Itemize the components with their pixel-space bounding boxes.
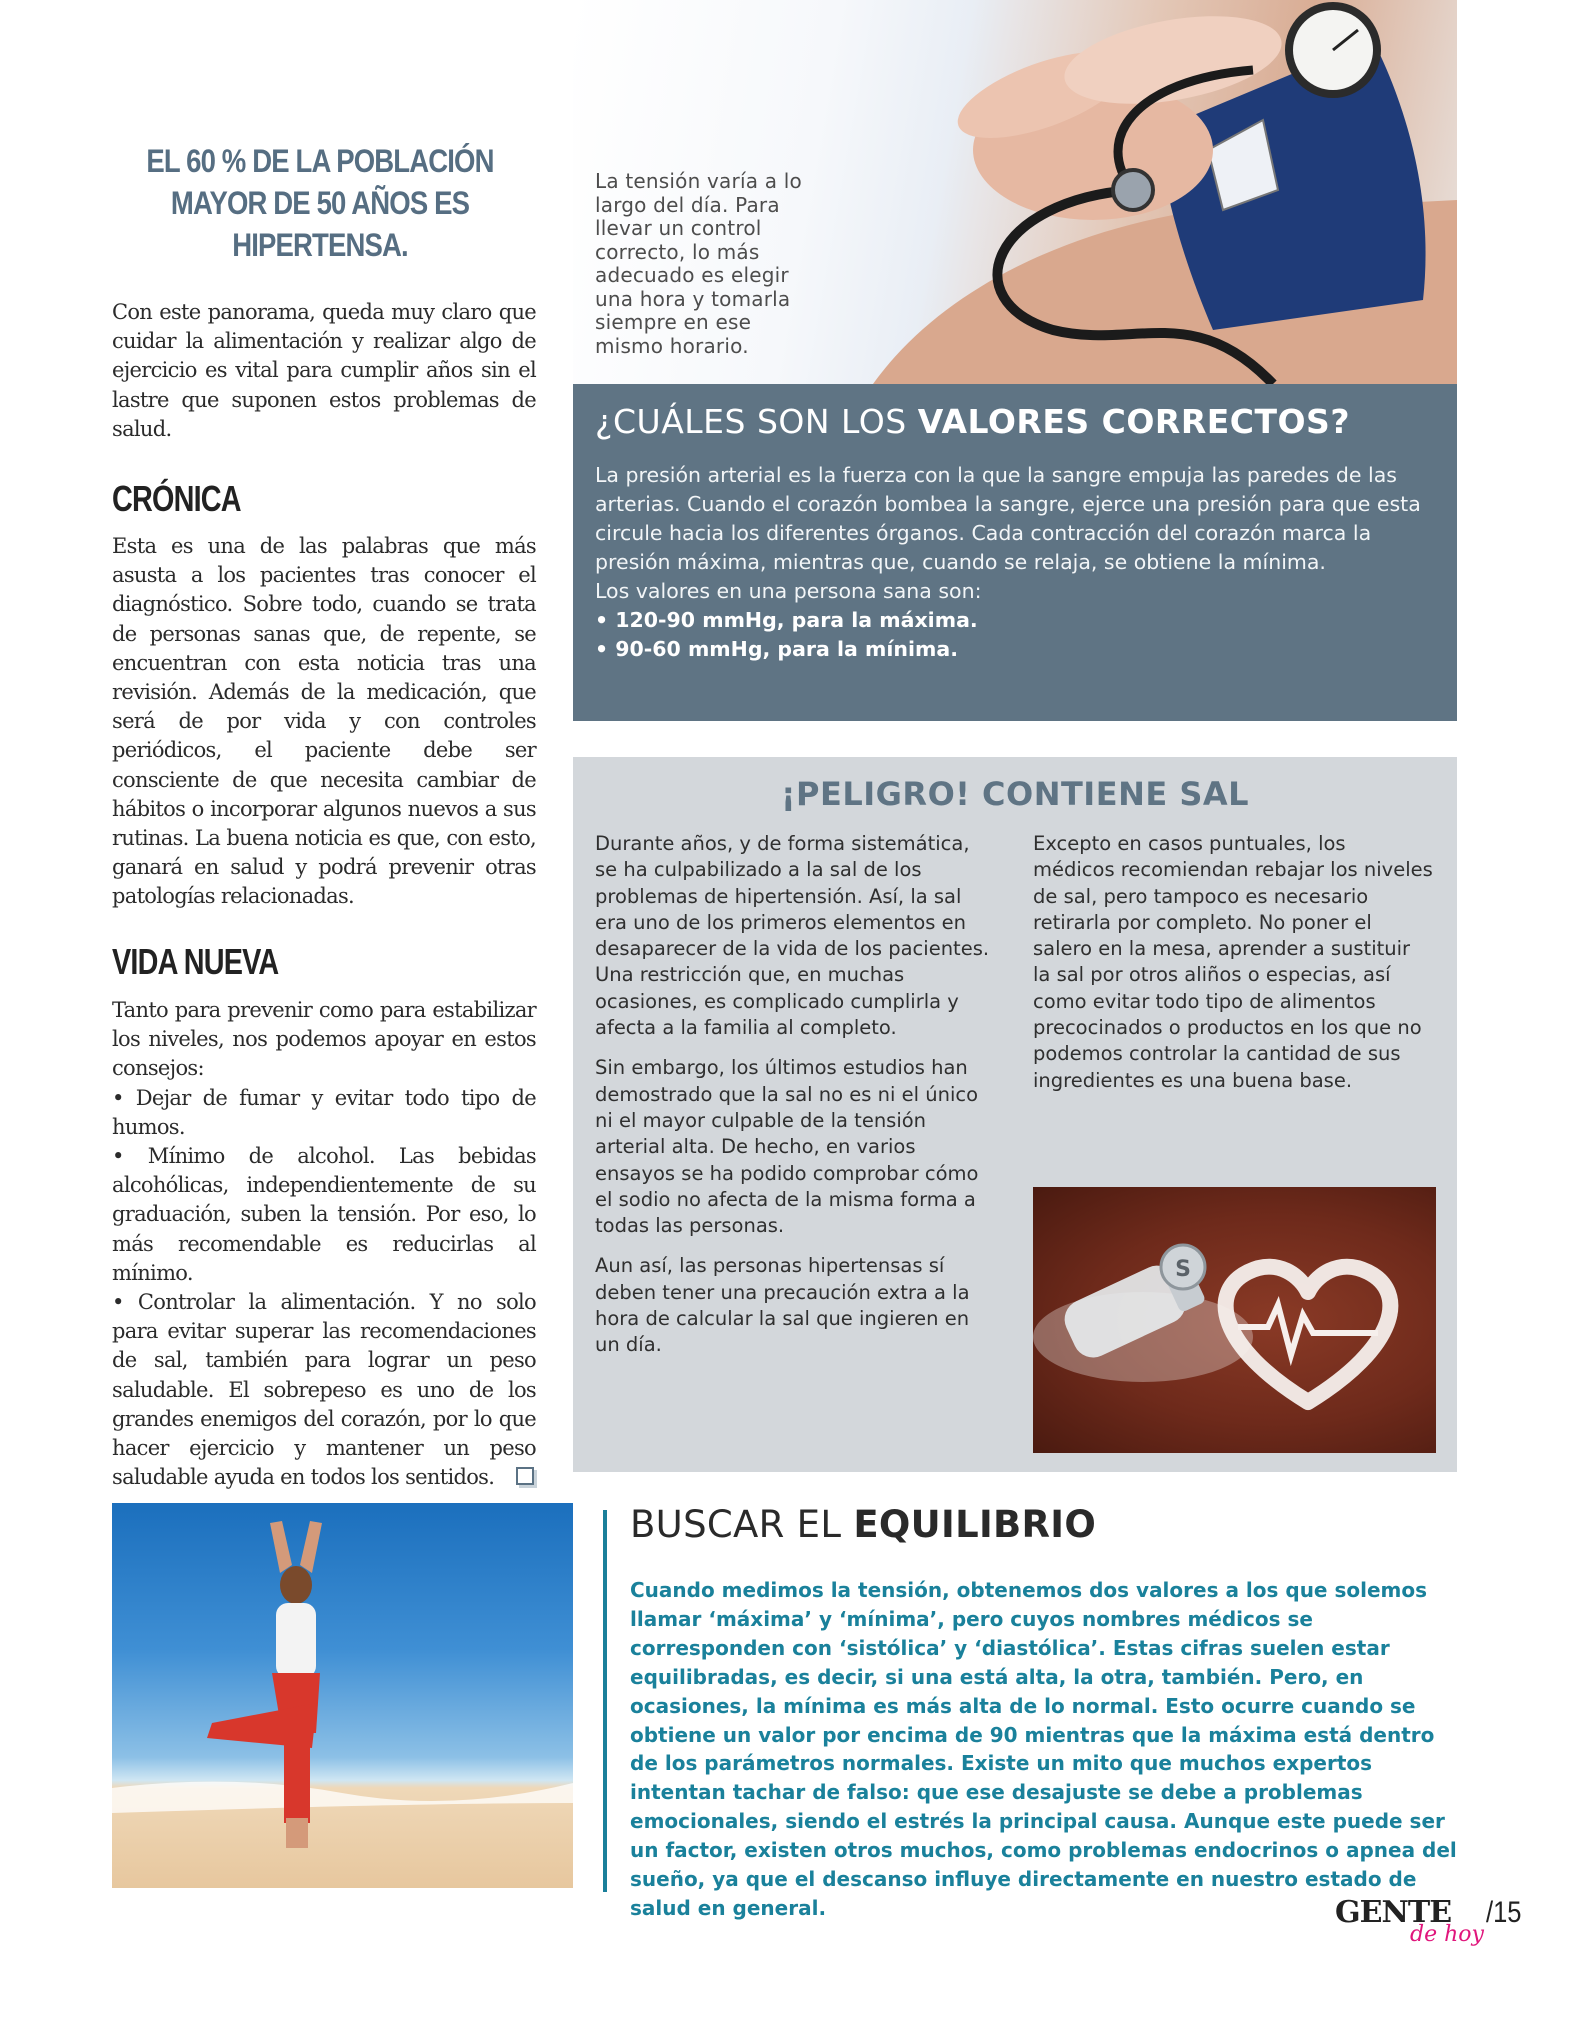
- section-heading-vida-nueva: VIDA NUEVA: [112, 941, 279, 982]
- section-divider: [603, 1510, 607, 1892]
- yoga-beach-photo: [112, 1503, 573, 1888]
- vida-nueva-body: [112, 996, 536, 1492]
- page-number: /15: [1486, 1896, 1522, 1929]
- valores-title-light: ¿CUÁLES SON LOS: [595, 402, 918, 441]
- yoga-illustration: [112, 1503, 573, 1888]
- valores-correctos-box: [573, 384, 1457, 721]
- sal-paragraph: Excepto en casos puntuales, los médicos recomiendan rebajar los niveles de sal, pero tampoco es necesario retirarla por completo. No poner el salero en la mesa, aprender a sustituir la sal por otros aliños o especias, así como evitar todo tipo de alimentos precocinados o productos en los que no podemos controlar la cantidad de sus ingredientes es una buena base.: [1033, 832, 1433, 1092]
- tip-item: • Mínimo de alcohol. Las bebidas alcohólicas, independientemente de su graduación, suben la tensión. Por eso, lo más recomendable es reducirlas al mínimo.: [112, 1144, 536, 1285]
- end-of-article-icon: [516, 1467, 534, 1485]
- vida-nueva-intro: Tanto para prevenir como para estabilizar los niveles, nos podemos apoyar en estos consejos:: [112, 998, 536, 1081]
- valor-maxima: • 120-90 mmHg, para la máxima.: [595, 608, 978, 632]
- section-heading-cronica: CRÓNICA: [112, 478, 241, 519]
- valores-body: La presión arterial es la fuerza con la que la sangre empuja las paredes de las arterias. Cuando el corazón bombea la sangre, ejerce una presión para que esta circule hacia los diferentes órganos. Cada contracción del corazón marca la presión máxima, mientras que, cuando se relaja, se obtiene la mínima.: [595, 463, 1421, 574]
- magazine-logo: GENTE: [1335, 1895, 1452, 1930]
- intro-paragraph: Con este panorama, queda muy claro que cuidar la alimentación y realizar algo de ejercicio es vital para cumplir años sin el lastre que suponen estos problemas de salud.: [112, 300, 536, 441]
- valores-title-bold: VALORES CORRECTOS?: [917, 402, 1350, 441]
- sal-column-right: [1033, 831, 1433, 1108]
- salt-heart-illustration: [1033, 1187, 1436, 1453]
- tip-item-text: • Controlar la alimentación. Y no solo para evitar superar las recomendaciones de sal, también para lograr un peso saludable. El sobrepeso es uno de los grandes enemigos del corazón, por lo que hacer ejercicio y mantener un peso saludable ayuda en todos los sentidos.: [112, 1290, 536, 1490]
- magazine-logo-sub: de hoy: [1410, 1922, 1484, 1947]
- equilibrio-title-light: BUSCAR EL: [630, 1503, 854, 1546]
- valores-title: [595, 402, 1435, 441]
- cronica-paragraph: Esta es una de las palabras que más asusta a los pacientes tras conocer el diagnóstico. Sobre todo, cuando se trata de personas sanas que, de repente, se encuentran con esta noticia tras una revisión. Además de la medicación, que será de por vida y con controles periódicos, el paciente debe ser consciente de que necesita cambiar de hábitos o incorporar algunos nuevos a sus rutinas. La buena noticia es que, con esto, ganará en salud y podrá prevenir otras patologías relacionadas.: [112, 534, 536, 909]
- tip-item: • Dejar de fumar y evitar todo tipo de humos.: [112, 1085, 536, 1139]
- equilibrio-title: [630, 1503, 1096, 1546]
- sal-paragraph: Sin embargo, los últimos estudios han demostrado que la sal no es ni el único ni el mayor culpable de la tensión arterial alta. De hecho, en varios ensayos se ha podido comprobar cómo el sodio no afecta de la misma forma a todas las personas.: [595, 1056, 979, 1238]
- photo-caption: La tensión varía a lo largo del día. Para llevar un control correcto, lo más adecuado es elegir una hora y tomarla siempre en ese mismo horario.: [595, 169, 802, 358]
- valores-lead: Los valores en una persona sana son:: [595, 579, 982, 603]
- valor-minima: • 90-60 mmHg, para la mínima.: [595, 637, 958, 661]
- sal-paragraph: Aun así, las personas hipertensas sí deben tener una precaución extra a la hora de calcular la sal que ingieren en un día.: [595, 1254, 970, 1357]
- sal-column-left: [595, 831, 995, 1373]
- sal-title: ¡PELIGRO! CONTIENE SAL: [780, 775, 1250, 813]
- pull-quote: EL 60 % DE LA POBLACIÓN MAYOR DE 50 AÑOS ES HIPERTENSA.: [146, 143, 494, 263]
- peligro-sal-box: [573, 757, 1457, 1472]
- equilibrio-title-bold: EQUILIBRIO: [853, 1503, 1097, 1546]
- equilibrio-body: Cuando medimos la tensión, obtenemos dos valores a los que solemos llamar ‘máxima’ y ‘mínima’, pero cuyos nombres médicos se corresponden con ‘sistólica’ y ‘diastólica’. Estas cifras suelen estar equilibradas, es decir, si una está alta, la otra, también. Pero, en ocasiones, la mínima es más alta de lo normal. Esto ocurre cuando se obtiene un valor por encima de 90 mientras que la máxima está dentro de los parámetros normales. Existe un mito que muchos expertos intentan tachar de falso: que ese desajuste se debe a problemas emocionales, siendo el estrés la principal causa. Aunque este puede ser un factor, existen otros muchos, como problemas endocrinos o apnea del sueño, ya que el descanso influye directamente en nuestro estado de salud en general.: [630, 1578, 1457, 1920]
- sal-paragraph: Durante años, y de forma sistemática, se ha culpabilizado a la sal de los problemas de hipertensión. Así, la sal era uno de los primeros elementos en desaparecer de la vida de los pacientes. Una restricción que, en muchas ocasiones, es complicado cumplirla y afecta a la familia al completo.: [595, 832, 990, 1040]
- salt-heart-photo: [1033, 1187, 1436, 1453]
- shaker-letter: S: [1175, 1257, 1191, 1282]
- tip-item: [112, 1288, 536, 1492]
